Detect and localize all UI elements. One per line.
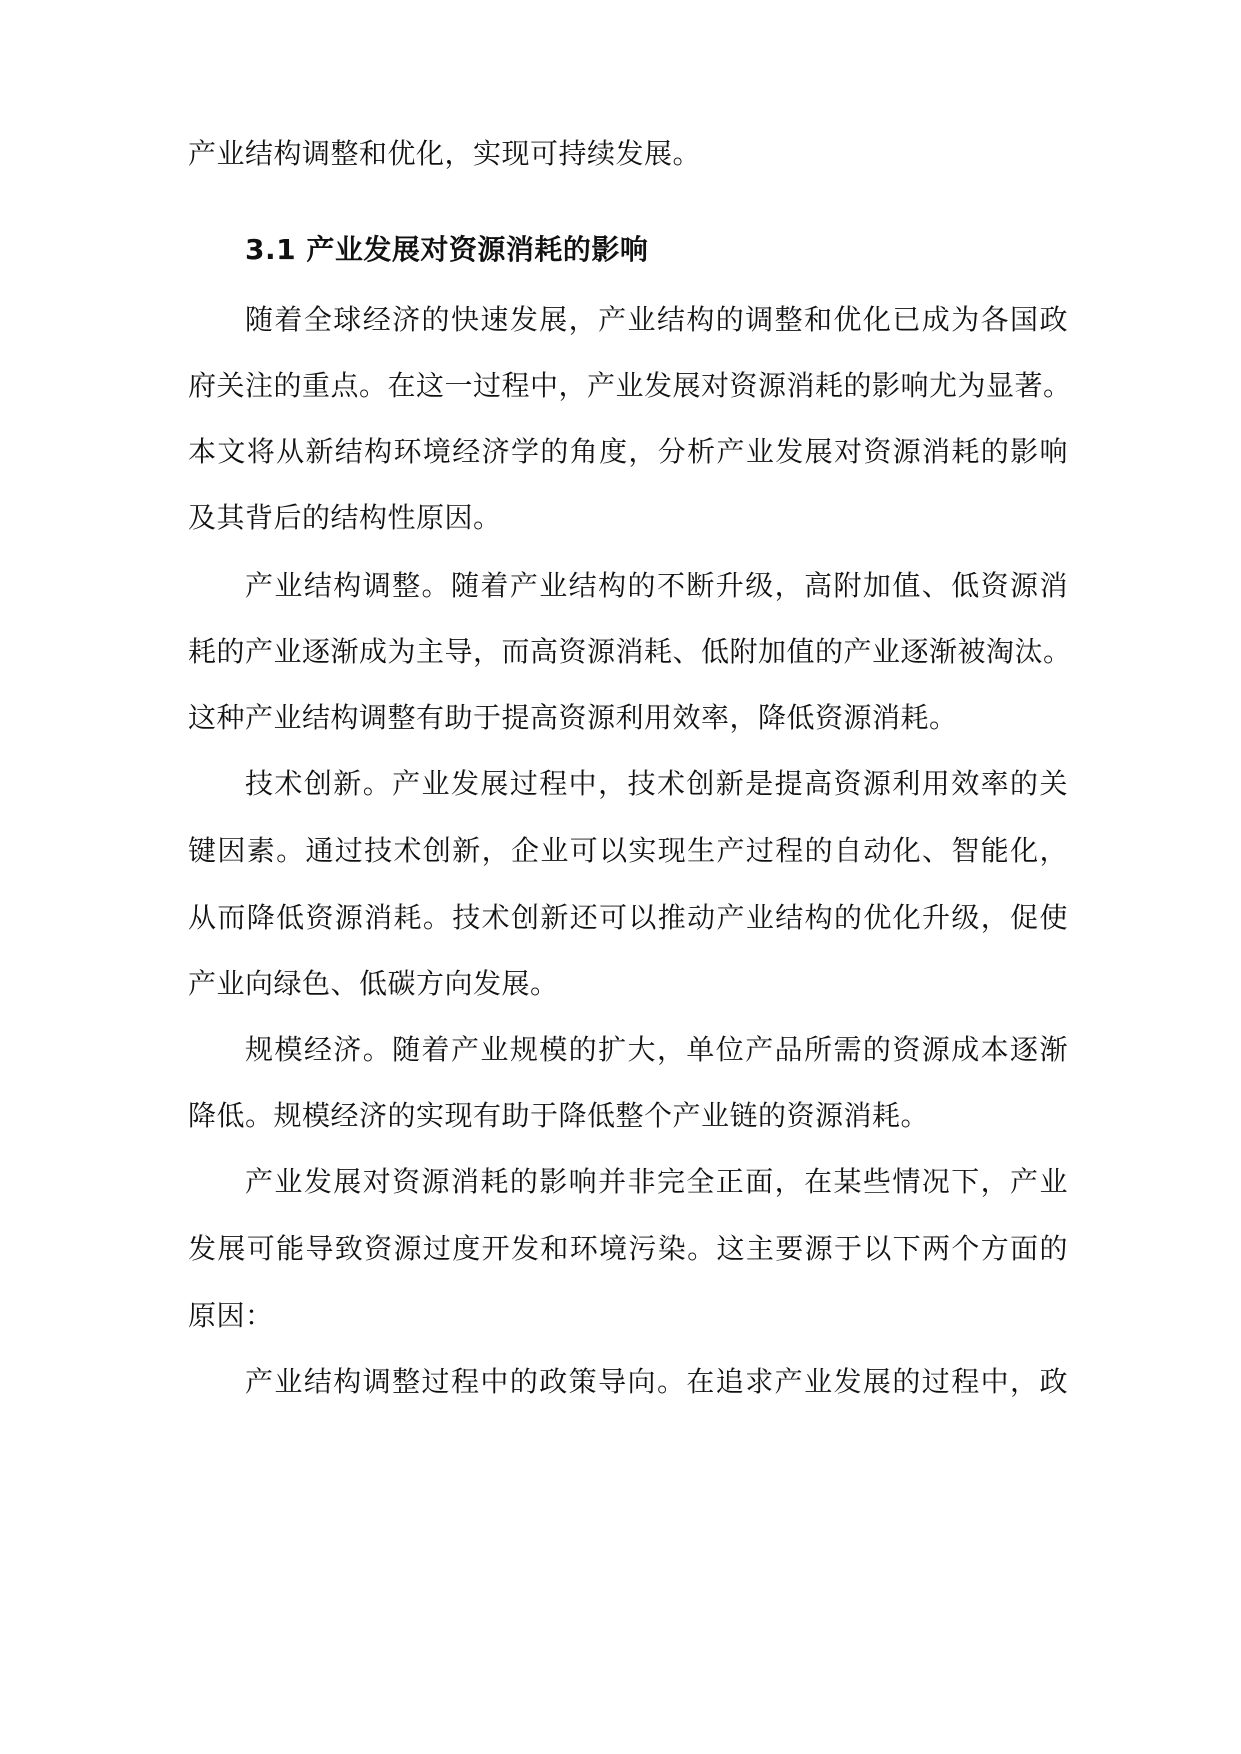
paragraph-line: 耗的产业逐渐成为主导，而高资源消耗、低附加值的产业逐渐被淘汰。 xyxy=(188,635,1072,668)
paragraph-line: 降低。规模经济的实现有助于降低整个产业链的资源消耗。 xyxy=(188,1099,930,1132)
paragraph-line: 本文将从新结构环境经济学的角度，分析产业发展对资源消耗的影响 xyxy=(188,435,1068,468)
paragraph-line: 从而降低资源消耗。技术创新还可以推动产业结构的优化升级，促使 xyxy=(188,901,1068,934)
paragraph-line: 键因素。通过技术创新，企业可以实现生产过程的自动化、智能化， xyxy=(188,834,1068,867)
paragraph-line: 产业向绿色、低碳方向发展。 xyxy=(188,967,559,1000)
paragraph-line: 技术创新。产业发展过程中，技术创新是提高资源利用效率的关 xyxy=(245,767,1068,800)
paragraph-line: 及其背后的结构性原因。 xyxy=(188,501,502,534)
paragraph-line: 随着全球经济的快速发展，产业结构的调整和优化已成为各国政 xyxy=(245,303,1068,336)
paragraph-line: 发展可能导致资源过度开发和环境污染。这主要源于以下两个方面的 xyxy=(188,1232,1068,1265)
paragraph-line: 规模经济。随着产业规模的扩大，单位产品所需的资源成本逐渐 xyxy=(245,1033,1068,1066)
paragraph-line: 这种产业结构调整有助于提高资源利用效率，降低资源消耗。 xyxy=(188,701,958,734)
paragraph-line: 产业结构调整和优化，实现可持续发展。 xyxy=(188,137,702,170)
section-heading: 3.1 产业发展对资源消耗的影响 xyxy=(245,233,649,266)
paragraph-line: 府关注的重点。在这一过程中，产业发展对资源消耗的影响尤为显著。 xyxy=(188,369,1072,402)
paragraph-line: 产业结构调整。随着产业结构的不断升级，高附加值、低资源消 xyxy=(245,569,1068,602)
paragraph-line: 产业发展对资源消耗的影响并非完全正面，在某些情况下，产业 xyxy=(245,1165,1068,1198)
paragraph-line: 产业结构调整过程中的政策导向。在追求产业发展的过程中，政 xyxy=(245,1365,1068,1398)
paragraph-line: 原因： xyxy=(188,1299,274,1332)
